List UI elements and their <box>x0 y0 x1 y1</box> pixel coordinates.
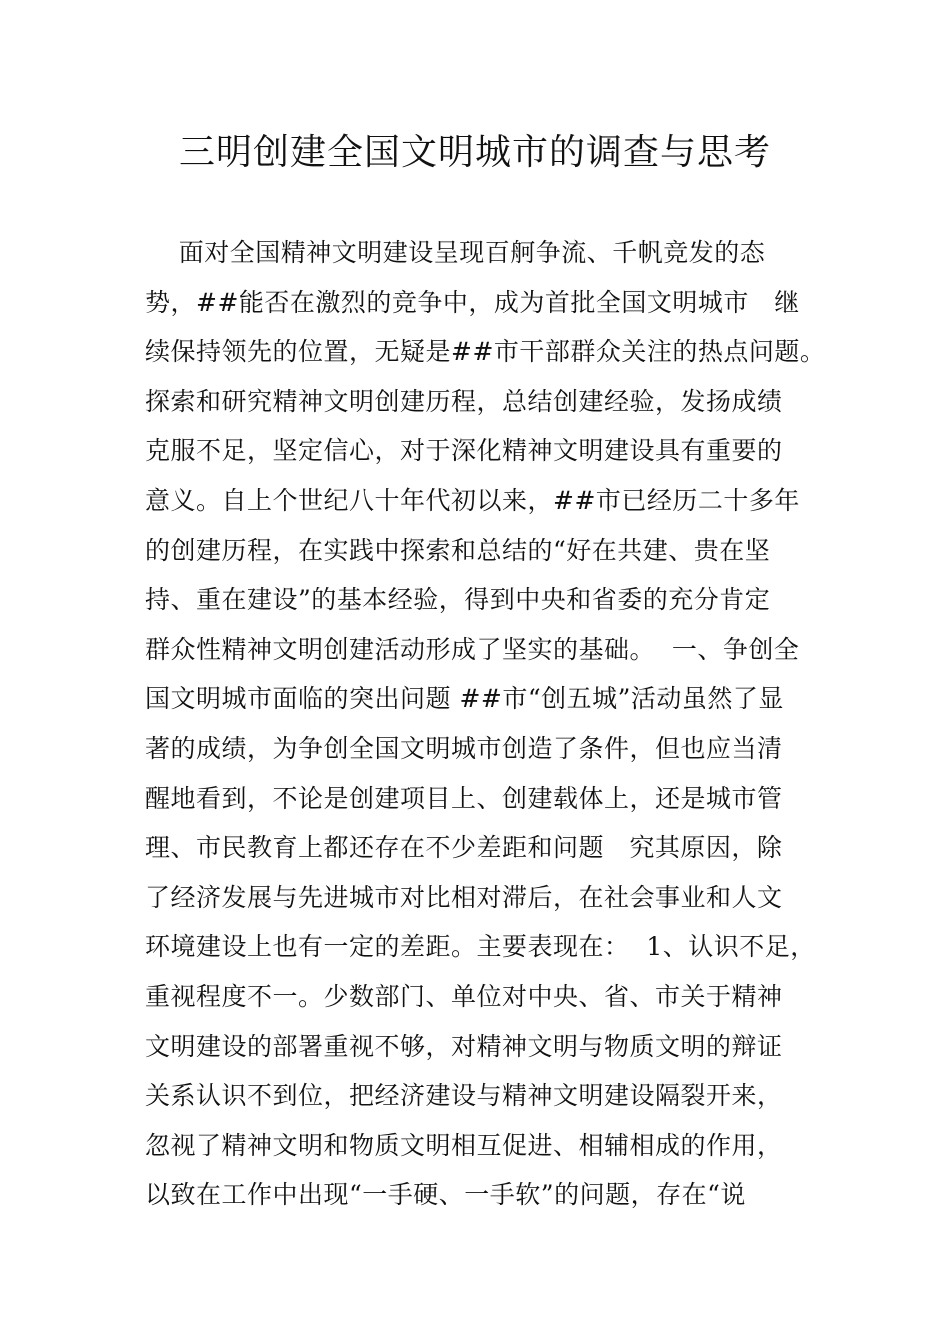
body-line: 以致在工作中出现“一手硬、一手软”的问题，存在“说 <box>145 1180 746 1210</box>
body-line: 群众性精神文明创建活动形成了坚实的基础。 一、争创全 <box>145 634 800 664</box>
body-line: 探索和研究精神文明创建历程，总结创建经验，发扬成绩 <box>145 386 783 416</box>
body-line: 意义。自上个世纪八十年代初以来，##市已经历二十多年 <box>145 485 800 515</box>
body-line: 重视程度不一。少数部门、单位对中央、省、市关于精神 <box>145 981 783 1011</box>
body-line: 持、重在建设”的基本经验，得到中央和省委的充分肯定 <box>145 585 771 615</box>
body-line: 势，##能否在激烈的竞争中，成为首批全国文明城市 继 <box>145 287 800 317</box>
body-line: 醒地看到，不论是创建项目上、创建载体上，还是城市管 <box>145 783 783 813</box>
body-line: 文明建设的部署重视不够，对精神文明与物质文明的辩证 <box>145 1031 783 1061</box>
body-line: 忽视了精神文明和物质文明相互促进、相辅相成的作用， <box>145 1130 783 1160</box>
body-line: 了经济发展与先进城市对比相对滞后，在社会事业和人文 <box>145 882 783 912</box>
body-line: 环境建设上也有一定的差距。主要表现在： 1、认识不足， <box>145 932 816 962</box>
document-title: 三明创建全国文明城市的调查与思考 <box>178 132 771 173</box>
body-line: 续保持领先的位置，无疑是##市干部群众关注的热点问题。 <box>145 337 826 367</box>
body-line: 著的成绩，为争创全国文明城市创造了条件，但也应当清 <box>145 733 783 763</box>
body-line: 国文明城市面临的突出问题 ##市“创五城”活动虽然了显 <box>145 684 784 714</box>
body-line: 面对全国精神文明建设呈现百舸争流、千帆竞发的态 <box>145 238 766 267</box>
body-line: 克服不足，坚定信心，对于深化精神文明建设具有重要的 <box>145 436 783 466</box>
body-line: 理、市民教育上都还存在不少差距和问题 究其原因，除 <box>145 833 783 863</box>
document-body <box>145 228 835 1220</box>
body-line: 的创建历程，在实践中探索和总结的“好在共建、贵在坚 <box>145 535 771 565</box>
body-line: 关系认识不到位，把经济建设与精神文明建设隔裂开来， <box>145 1081 783 1111</box>
